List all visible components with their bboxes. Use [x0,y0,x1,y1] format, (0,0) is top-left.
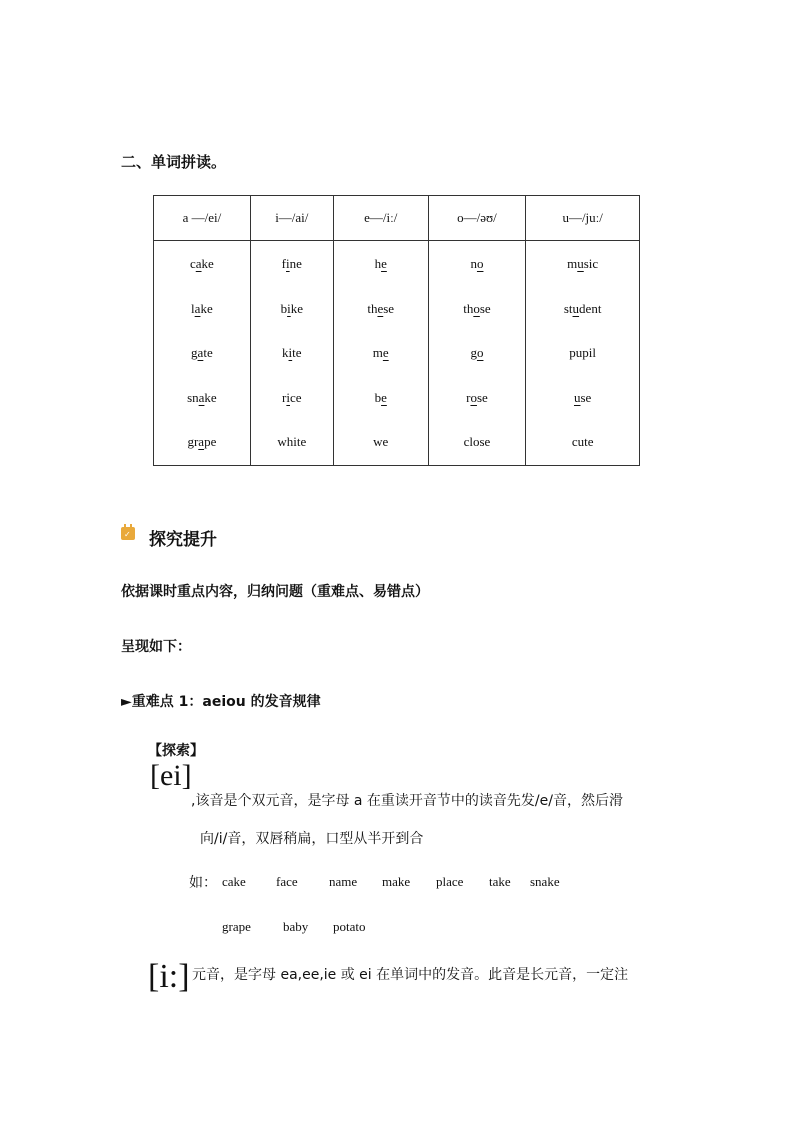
phonics-table [153,195,640,466]
ei-desc-line-2: 向/i/音，双唇稍扁，口型从半开到合 [200,831,424,847]
intro-line-2: 呈现如下： [121,639,191,655]
table-header-cell: o—/əʊ/ [428,196,526,241]
table-word: he [374,256,387,271]
example-word: name [329,874,358,889]
example-word: grape [222,919,251,934]
underlined-vowel: o [476,256,484,271]
table-header-cell: u—/juː/ [526,196,640,241]
table-word: cute [571,434,594,450]
key-point-title: 重难点 1：aeiou 的发音规律 [131,694,321,710]
table-word: gate [191,345,213,361]
underlined-vowel: i [288,345,293,361]
table-header-row [154,196,640,241]
table-word: use [573,389,592,405]
table-word: me [372,345,389,361]
underlined-vowel: o [476,345,484,361]
table-header-cell: a —/ei/ [154,196,251,241]
example-word: face [276,874,298,889]
table-word: rice [282,389,302,405]
table-word: cake [189,256,214,271]
underlined-vowel: e [377,300,384,316]
calendar-icon: ✓ [121,527,135,540]
table-word: no [470,256,484,271]
explore-label: 【探索】 [148,743,204,759]
table-word: snake [187,389,217,405]
explore-title: 探究提升 [149,530,217,550]
example-word: baby [283,919,309,934]
table-word: be [374,389,387,405]
table-column-cell [333,241,428,466]
table-word: pupil [569,345,597,361]
table-column-cell [428,241,526,466]
table-word: music [567,256,599,271]
table-header-cell: e—/iː/ [333,196,428,241]
table-word: lake [191,300,213,316]
table-word: go [470,345,484,361]
table-word: fine [281,256,302,271]
underlined-vowel: a [194,300,201,316]
table-header-cell: i—/ai/ [250,196,333,241]
example-word: place [436,874,464,889]
table-column-cell [154,241,251,466]
underlined-vowel: o [473,300,480,316]
underlined-vowel: u [577,256,584,271]
table-word: white [277,434,307,450]
table-column-cell [526,241,640,466]
table-word: student [563,300,602,316]
table-word: bike [280,300,303,316]
underlined-vowel: e [381,256,387,271]
example-word: cake [222,874,246,889]
table-word: these [367,300,395,316]
underlined-vowel: o [470,389,477,405]
underlined-vowel: a [198,434,205,450]
underlined-vowel: e [381,389,387,405]
underlined-vowel: e [382,345,389,361]
example-word: potato [333,919,366,934]
underlined-vowel: i [287,300,291,316]
key-point-heading [121,691,321,711]
table-word: grape [187,434,217,450]
table-word: we [373,434,389,450]
underlined-vowel: a [198,389,205,405]
underlined-vowel: i [286,389,290,405]
ii-desc-line-1: 元音，是字母 ea,ee,ie 或 ei 在单词中的发音。此音是长元音，一定注 [192,967,629,983]
ei-symbol: [ei] [150,759,192,792]
intro-line-1: 依据课时重点内容，归纳问题（重难点、易错点） [121,584,429,600]
table-body-row [154,241,640,466]
table-word: those [463,300,491,316]
ei-desc-line-1: ,该音是个双元音，是字母 a 在重读开音节中的读音先发/e/音，然后滑 [191,793,623,809]
example-word: take [489,874,511,889]
ei-example-prefix: 如： [189,875,217,891]
table-word: kite [282,345,302,361]
underlined-vowel: u [573,389,581,405]
underlined-vowel: a [197,345,204,361]
underlined-vowel: u [572,300,580,316]
example-word: snake [530,874,560,889]
ii-symbol: [i:] [148,958,190,995]
triangle-icon: ► [121,694,132,710]
table-word: rose [466,389,488,405]
underlined-vowel: a [195,256,202,271]
section-title: 二、单词拼读。 [121,153,227,171]
underlined-vowel: i [286,256,290,271]
table-word: close [463,434,491,450]
table-column-cell [250,241,333,466]
example-word: make [382,874,411,889]
